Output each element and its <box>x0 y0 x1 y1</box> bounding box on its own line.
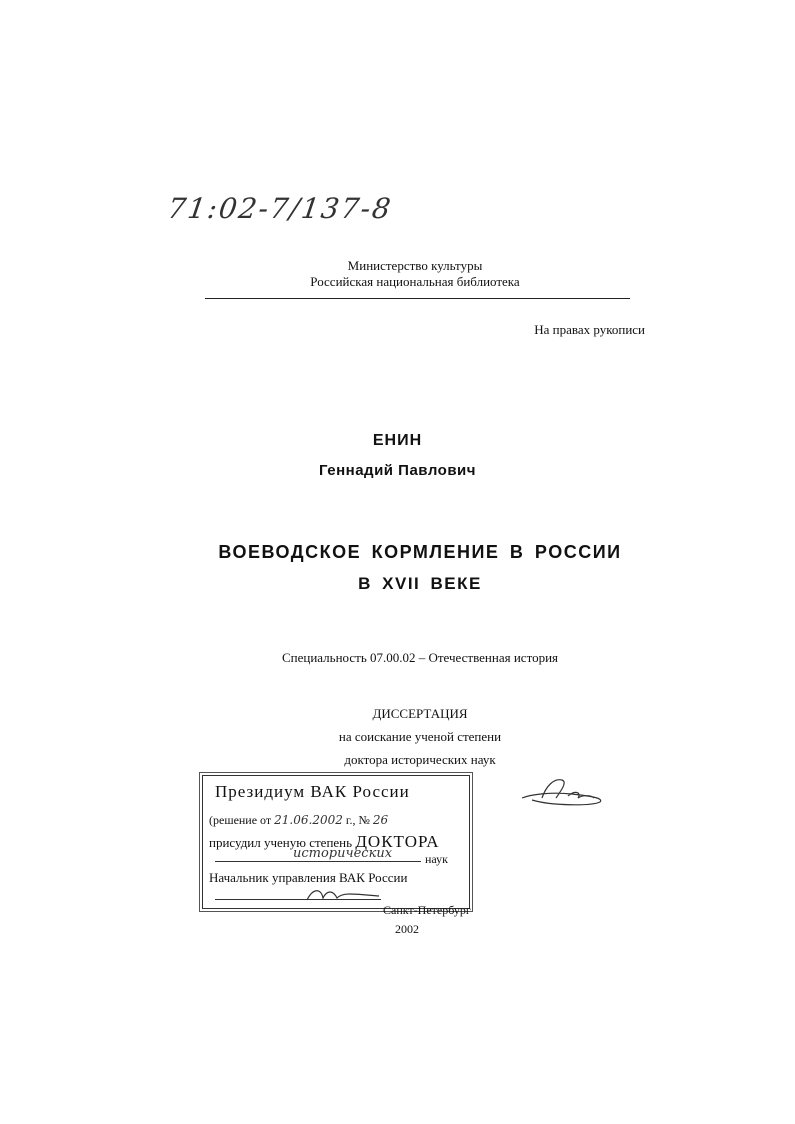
author-name: Геннадий Павлович <box>319 462 476 479</box>
manuscript-note: На правах рукописи <box>534 322 645 337</box>
stamp-awarded-degree: ДОКТОРА <box>355 832 440 851</box>
stamp-field-line <box>215 861 421 862</box>
vak-stamp <box>202 775 470 909</box>
dissertation-label: ДИССЕРТАЦИЯ <box>372 706 468 721</box>
author-surname: ЕНИН <box>372 432 423 449</box>
stamp-signature-line <box>215 899 381 900</box>
stamp-decision-date: 21.06.2002 <box>274 813 343 827</box>
author-signature-icon <box>512 772 608 812</box>
catalog-number: 71:02-7/137-8 <box>165 192 395 225</box>
stamp-title: Президиум ВАК России <box>215 782 410 801</box>
header-divider <box>205 298 630 299</box>
city: Санкт-Петербург <box>383 903 471 917</box>
stamp-decision-suffix: г., № <box>345 813 370 827</box>
ministry-name: Министерство культуры <box>347 258 483 273</box>
stamp-field-handwritten: исторических <box>293 846 393 861</box>
dissertation-title-line2: В XVII ВЕКЕ <box>358 574 482 593</box>
library-name: Российская национальная библиотека <box>310 274 520 289</box>
dissertation-info <box>0 702 795 771</box>
stamp-awarded-prefix: присудил ученую степень <box>209 835 353 850</box>
organization-header <box>200 258 630 290</box>
dissertation-title-line1: ВОЕВОДСКОЕ КОРМЛЕНИЕ В РОССИИ <box>218 542 622 562</box>
stamp-signature-icon <box>303 886 383 904</box>
stamp-decision-prefix: (решение от <box>209 813 272 827</box>
dissertation-purpose: на соискание ученой степени <box>338 729 502 744</box>
year: 2002 <box>395 922 419 936</box>
stamp-sciences-word: наук <box>425 852 448 866</box>
dissertation-degree: доктора исторических наук <box>344 752 496 767</box>
stamp-decision-number: 26 <box>372 813 389 827</box>
stamp-decision <box>209 813 388 828</box>
stamp-head-label: Начальник управления ВАК России <box>209 870 408 885</box>
specialty: Специальность 07.00.02 – Отечественная история <box>281 650 559 665</box>
